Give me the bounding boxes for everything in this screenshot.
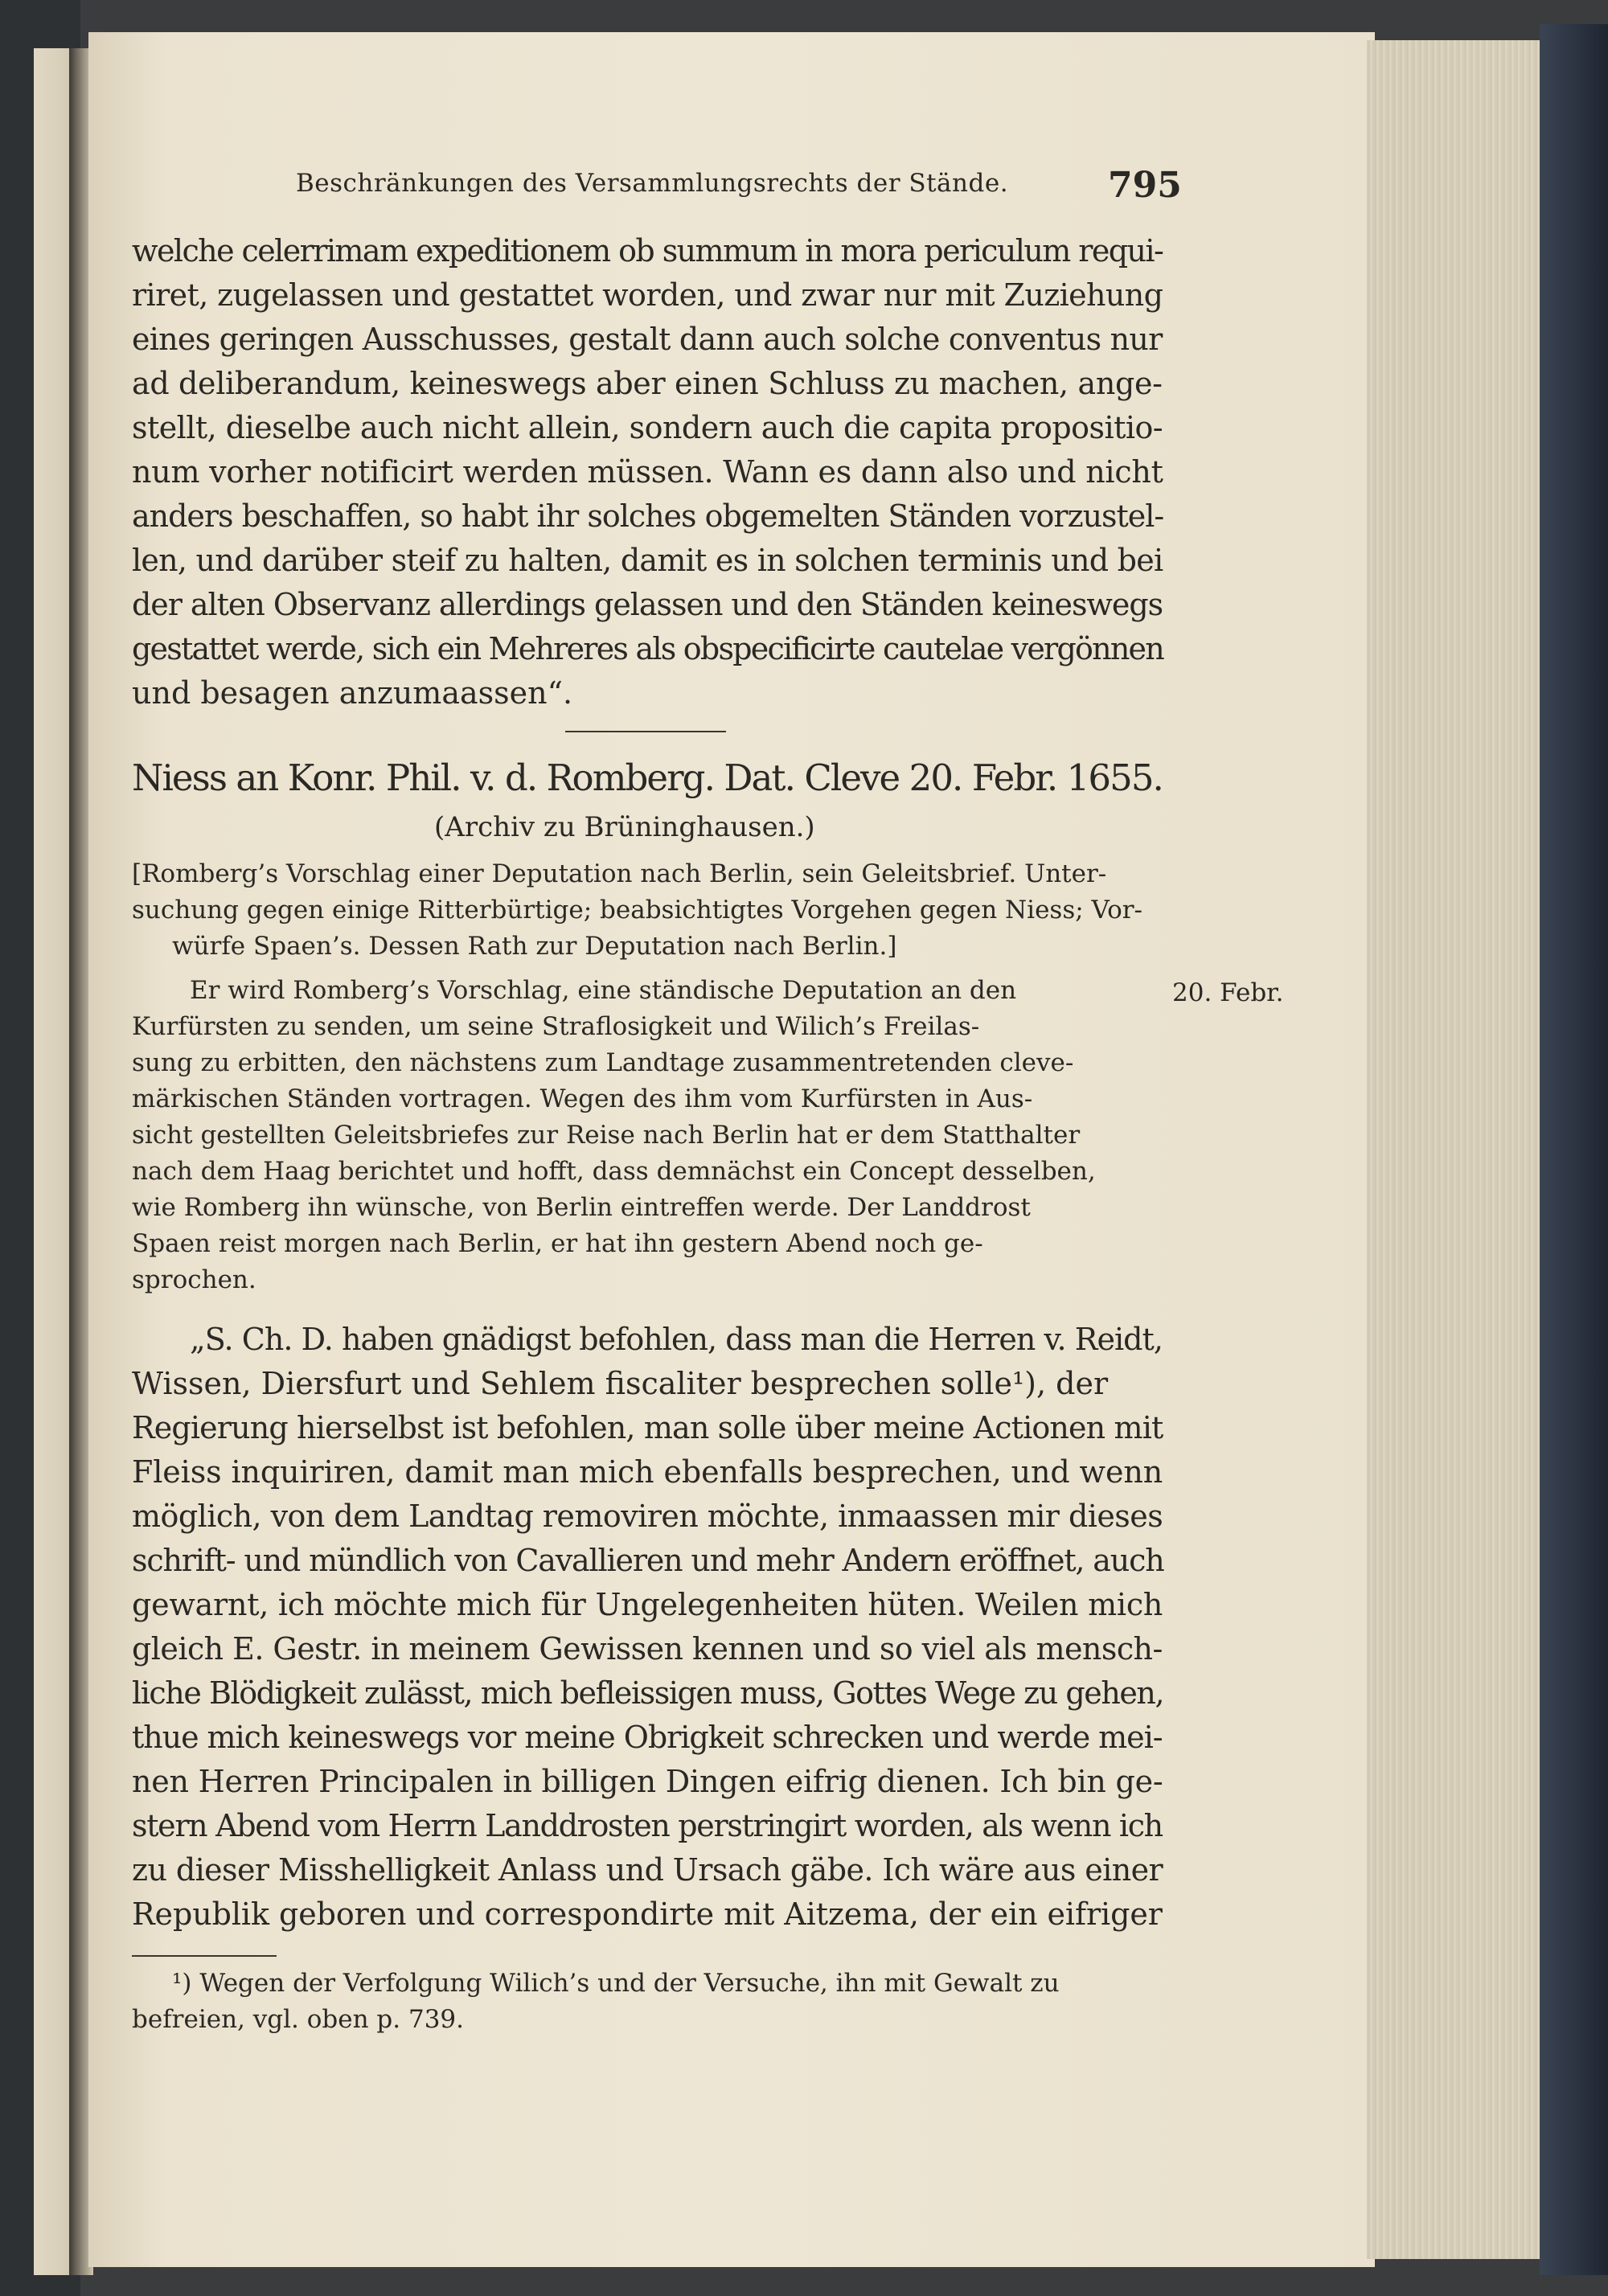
section-separator (565, 731, 726, 732)
report-line: sicht gestellten Geleitsbriefes zur Reise nach Berlin hat er dem Statthalter (132, 1121, 1081, 1150)
body-line: und besagen anzumaassen“. (132, 675, 573, 711)
report-line: nach dem Haag berichtet und hofft, dass demnächst ein Concept desselben, (132, 1157, 1096, 1186)
page-number: 795 (1108, 165, 1182, 206)
footnote-rule (132, 1955, 277, 1957)
footnote-line: ¹) Wegen der Verfolgung Wilich’s und der Versuche, ihn mit Gewalt zu (172, 1969, 1060, 1998)
quote-line: liche Blödigkeit zulässt, mich befleissigen muss, Gottes Wege zu gehen, (132, 1675, 1164, 1711)
archive-source: (Archiv zu Brüninghausen.) (434, 811, 815, 843)
quote-line: Regierung hierselbst ist befohlen, man solle über meine Actionen mit (132, 1410, 1163, 1445)
quote-line: Wissen, Diersfurt und Sehlem fiscaliter besprechen solle¹), der (132, 1366, 1109, 1401)
report-line: märkischen Ständen vortragen. Wegen des ihm vom Kurfürsten in Aus- (132, 1084, 1033, 1113)
quote-line: gleich E. Gestr. in meinem Gewissen kennen und so viel als mensch- (132, 1631, 1163, 1667)
report-line: Er wird Romberg’s Vorschlag, eine ständische Deputation an den (190, 976, 1017, 1005)
summary-line: [Romberg’s Vorschlag einer Deputation nach Berlin, sein Geleitsbrief. Unter- (132, 859, 1107, 888)
footnote-line: befreien, vgl. oben p. 739. (132, 2005, 464, 2034)
body-line: len, und darüber steif zu halten, damit es in solchen terminis und bei (132, 543, 1163, 578)
report-line: Spaen reist morgen nach Berlin, er hat ihn gestern Abend noch ge- (132, 1229, 983, 1258)
quote-line: gewarnt, ich möchte mich für Ungelegenheiten hüten. Weilen mich (132, 1587, 1163, 1622)
quote-line: Republik geboren und correspondirte mit Aitzema, der ein eifriger (132, 1896, 1163, 1932)
body-line: welche celerrimam expeditionem ob summum in mora periculum requi- (132, 233, 1163, 269)
body-line: eines geringen Ausschusses, gestalt dann auch solche conventus nur (132, 322, 1163, 357)
quote-line: möglich, von dem Landtag removiren möchte, inmaassen mir dieses (132, 1499, 1163, 1534)
report-line: sprochen. (132, 1265, 256, 1294)
summary-line: würfe Spaen’s. Dessen Rath zur Deputation nach Berlin.] (172, 932, 897, 961)
quote-line: zu dieser Misshelligkeit Anlass und Ursach gäbe. Ich wäre aus einer (132, 1852, 1163, 1888)
document-heading: Niess an Konr. Phil. v. d. Romberg. Dat. Cleve 20. Febr. 1655. (132, 756, 1163, 799)
running-header: Beschränkungen des Versammlungsrechts der Stände. (296, 169, 1009, 198)
body-line: num vorher notificirt werden müssen. Wann es dann also und nicht (132, 454, 1163, 490)
body-line: stellt, dieselbe auch nicht allein, sondern auch die capita propositio- (132, 410, 1163, 445)
quote-line: Fleiss inquiriren, damit man mich ebenfalls besprechen, und wenn (132, 1454, 1163, 1490)
quote-line: stern Abend vom Herrn Landdrosten perstringirt worden, als wenn ich (132, 1808, 1163, 1843)
body-line: gestattet werde, sich ein Mehreres als obspecificirte cautelae vergönnen (132, 631, 1163, 666)
body-line: anders beschaffen, so habt ihr solches obgemelten Ständen vorzustel- (132, 498, 1164, 534)
body-line: der alten Observanz allerdings gelassen und den Ständen keineswegs (132, 587, 1163, 622)
report-line: Kurfürsten zu senden, um seine Straflosigkeit und Wilich’s Freilas- (132, 1012, 980, 1041)
body-line: ad deliberandum, keineswegs aber einen Schluss zu machen, ange- (132, 366, 1163, 401)
report-line: wie Romberg ihn wünsche, von Berlin eintreffen werde. Der Landdrost (132, 1193, 1031, 1222)
body-line: riret, zugelassen und gestattet worden, und zwar nur mit Zuziehung (132, 277, 1163, 313)
summary-line: suchung gegen einige Ritterbürtige; beabsichtigtes Vorgehen gegen Niess; Vor- (132, 896, 1143, 925)
quote-line: schrift- und mündlich von Cavallieren und mehr Andern eröffnet, auch (132, 1543, 1164, 1578)
quote-line: thue mich keineswegs vor meine Obrigkeit schrecken und werde mei- (132, 1720, 1163, 1755)
quote-line: nen Herren Principalen in billigen Dingen eifrig dienen. Ich bin ge- (132, 1764, 1163, 1799)
margin-date: 20. Febr. (1172, 978, 1284, 1007)
report-line: sung zu erbitten, den nächstens zum Landtage zusammentretenden cleve- (132, 1048, 1074, 1077)
quote-line: „S. Ch. D. haben gnädigst befohlen, dass man die Herren v. Reidt, (190, 1322, 1163, 1357)
